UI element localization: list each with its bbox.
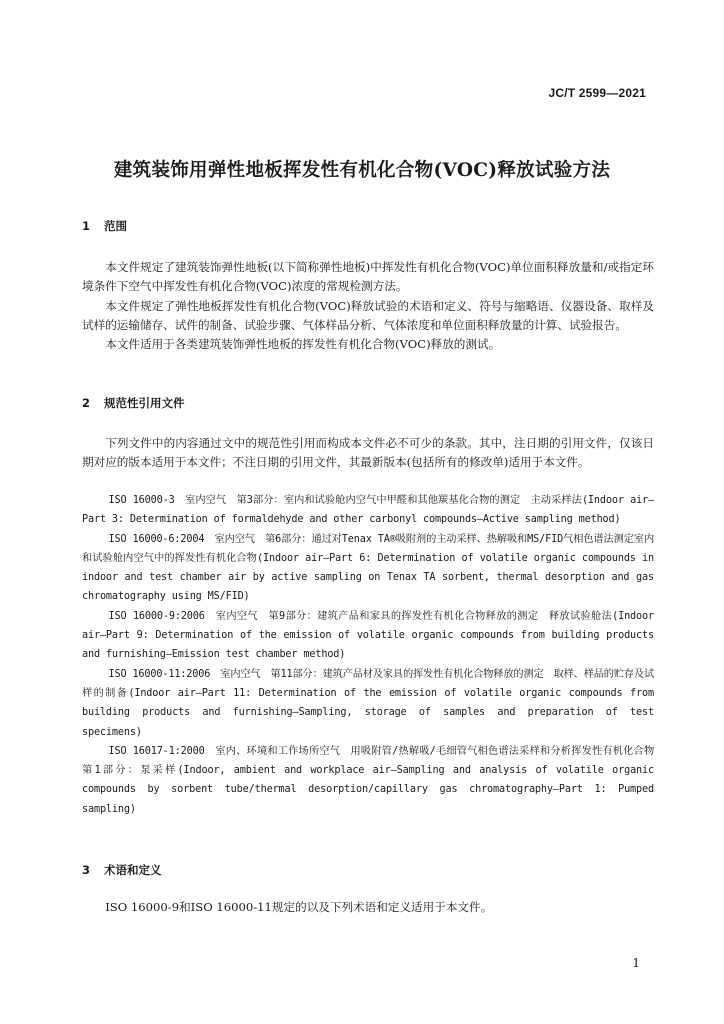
reference-item: ISO 16000-3 室内空气 第3部分：室内和试验舱内空气中甲醛和其他羰基化合物的测定 主动采样法(Indoor air—Part 3: Determination of formaldehyde and other carbonyl compounds—Active sampling method) [82,495,654,526]
section-1-paragraph: 本文件规定了弹性地板挥发性有机化合物(VOC)释放试验的术语和定义、符号与缩略语、仪器设备、取样及试样的运输储存、试件的制备、试验步骤、气体样品分析、气体浓度和单位面积释放量的计算、试验报告。 [82,298,654,332]
section-1-body [82,258,654,354]
page-number: 1 [632,956,640,970]
section-3-body [82,898,654,917]
section-1-heading [82,218,127,234]
reference-item: ISO 16000-6:2004 室内空气 第6部分：通过对Tenax TA®吸附剂的主动采样、热解吸和MS/FID气相色谱法测定室内和试验舱内空气中的挥发性有机化合物(Indoor air—Part 6: Determination of volatile organic compounds in indoor and test chamber air by active sampling on Tenax TA sorbent, thermal desorption and gas chromatography using MS/FID) [82,533,654,603]
section-3-title: 术语和定义 [104,863,162,877]
normative-references-list [82,491,665,819]
section-2-number: 2 [82,396,91,410]
section-2-title: 规范性引用文件 [104,396,185,410]
section-1-title: 范围 [104,219,127,233]
reference-item: ISO 16000-11:2006 室内空气 第11部分：建筑产品材及家具的挥发性有机化合物释放的测定 取样、样品的贮存及试样的制备(Indoor air—Part 11: Determination of the emission of volatile organic compounds from building products and furnishing—Sampling, storage of samples and preparation of test specimens) [82,668,654,738]
reference-item: ISO 16017-1:2000 室内、环境和工作场所空气 用吸附管/热解吸/毛细管气相色谱法采样和分析挥发性有机化合物 第1部分：泵采样(Indoor, ambient and workplace air—Sampling and analysis of volatile organic compounds by sorbent tube/thermal desorption/capillary gas chromatography—Part 1: Pumped sampling) [82,745,665,815]
section-1-paragraph: 本文件适用于各类建筑装饰弹性地板的挥发性有机化合物(VOC)释放的测试。 [105,337,501,352]
document-title: 建筑装饰用弹性地板挥发性有机化合物(VOC)释放试验方法 [113,160,611,181]
section-2-heading [82,395,185,411]
section-3-number: 3 [82,863,91,877]
section-2-intro [82,434,654,473]
section-1-number: 1 [82,219,91,233]
section-1-paragraph: 本文件规定了建筑装饰弹性地板(以下简称弹性地板)中挥发性有机化合物(VOC)单位面积释放量和/或指定环境条件下空气中挥发性有机化合物(VOC)浓度的常规检测方法。 [82,260,654,294]
standard-code: JC/T 2599—2021 [548,86,646,100]
section-3-paragraph: ISO 16000-9和ISO 16000-11规定的以及下列术语和定义适用于本文件。 [105,900,493,914]
reference-item: ISO 16000-9:2006 室内空气 第9部分：建筑产品和家具的挥发性有机化合物释放的测定 释放试验舱法(Indoor air—Part 9: Determination of the emission of volatile organic compounds from building products and furnishing—Emission test chamber method) [82,610,654,661]
section-3-heading [82,862,162,878]
section-2-intro-paragraph: 下列文件中的内容通过文中的规范性引用而构成本文件必不可少的条款。其中，注日期的引用文件，仅该日期对应的版本适用于本文件；不注日期的引用文件，其最新版本(包括所有的修改单)适用于本文件。 [82,436,654,470]
